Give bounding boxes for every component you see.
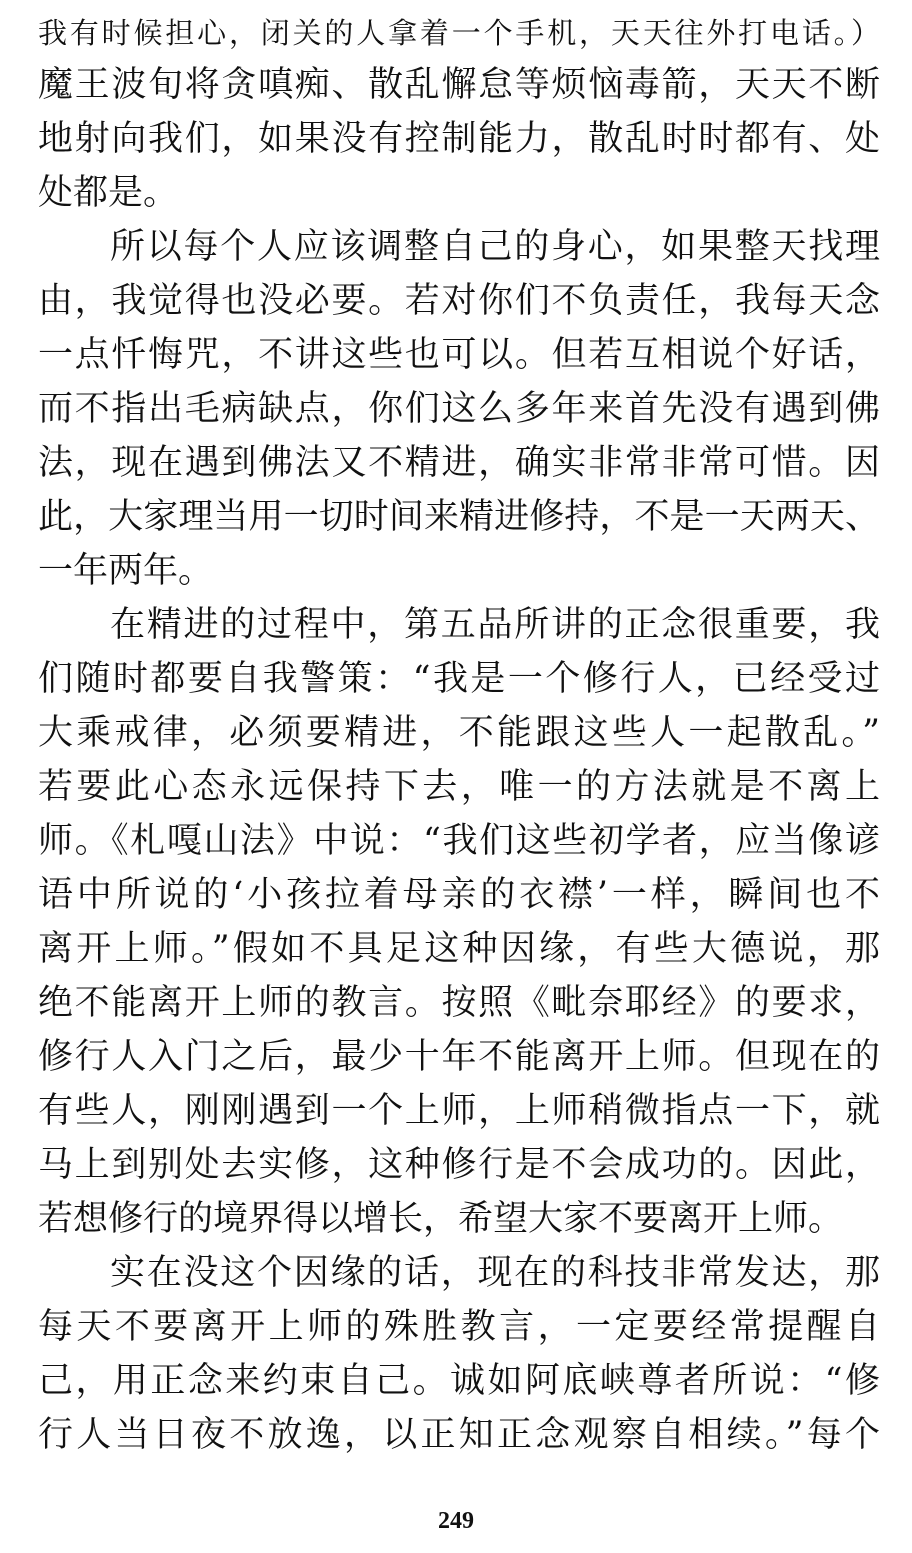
text-line: 若要此心态永远保持下去，唯一的方法就是不离上 — [38, 767, 880, 807]
text-line: 马上到别处去实修，这种修行是不会成功的。因此， — [38, 1145, 880, 1185]
text-line: 己，用正念来约束自己。诚如阿底峡尊者所说：“修 — [38, 1361, 880, 1401]
text-line: 由，我觉得也没必要。若对你们不负责任，我每天念 — [38, 281, 880, 321]
text-line: 而不指出毛病缺点，你们这么多年来首先没有遇到佛 — [38, 389, 880, 429]
text-line: 行人当日夜不放逸，以正知正念观察自相续。”每个 — [38, 1415, 880, 1455]
text-line: 大乘戒律，必须要精进，不能跟这些人一起散乱。” — [38, 713, 880, 753]
paragraph-first-line: 实在没这个因缘的话，现在的科技非常发达，那 — [110, 1253, 880, 1293]
text-line: 法，现在遇到佛法又不精进，确实非常非常可惜。因 — [38, 443, 880, 483]
text-line: 绝不能离开上师的教言。按照《毗奈耶经》的要求， — [38, 983, 880, 1023]
text-line: 一点忏悔咒，不讲这些也可以。但若互相说个好话， — [38, 335, 880, 375]
body-text — [38, 8, 880, 1462]
page-number: 249 — [438, 1508, 474, 1534]
text-line: 若想修行的境界得以增长，希望大家不要离开上师。 — [38, 1199, 844, 1239]
text-line: 有些人，刚刚遇到一个上师，上师稍微指点一下，就 — [38, 1091, 880, 1131]
text-line: 语中所说的‘小孩拉着母亲的衣襟’一样，瞬间也不 — [38, 875, 880, 915]
text-line: 修行人入门之后，最少十年不能离开上师。但现在的 — [38, 1037, 880, 1077]
text-line: 们随时都要自我警策：“我是一个修行人，已经受过 — [38, 659, 880, 699]
text-line: 此，大家理当用一切时间来精进修持，不是一天两天、 — [38, 497, 880, 537]
text-line: 地射向我们，如果没有控制能力，散乱时时都有、处 — [38, 119, 880, 159]
text-line: 我有时候担心，闭关的人拿着一个手机，天天往外打电话。） — [38, 16, 880, 50]
paragraph-first-line: 所以每个人应该调整自己的身心，如果整天找理 — [110, 227, 880, 267]
text-line: 每天不要离开上师的殊胜教言，一定要经常提醒自 — [38, 1307, 880, 1347]
text-line: 离开上师。”假如不具足这种因缘，有些大德说，那 — [38, 929, 880, 969]
text-line: 魔王波旬将贪嗔痴、散乱懈怠等烦恼毒箭，天天不断 — [38, 65, 880, 105]
paragraph-first-line: 在精进的过程中，第五品所讲的正念很重要，我 — [110, 605, 880, 645]
text-line: 师。《札嘎山法》中说：“我们这些初学者，应当像谚 — [38, 821, 880, 861]
text-line: 一年两年。 — [38, 551, 214, 591]
text-line: 处都是。 — [38, 173, 179, 213]
